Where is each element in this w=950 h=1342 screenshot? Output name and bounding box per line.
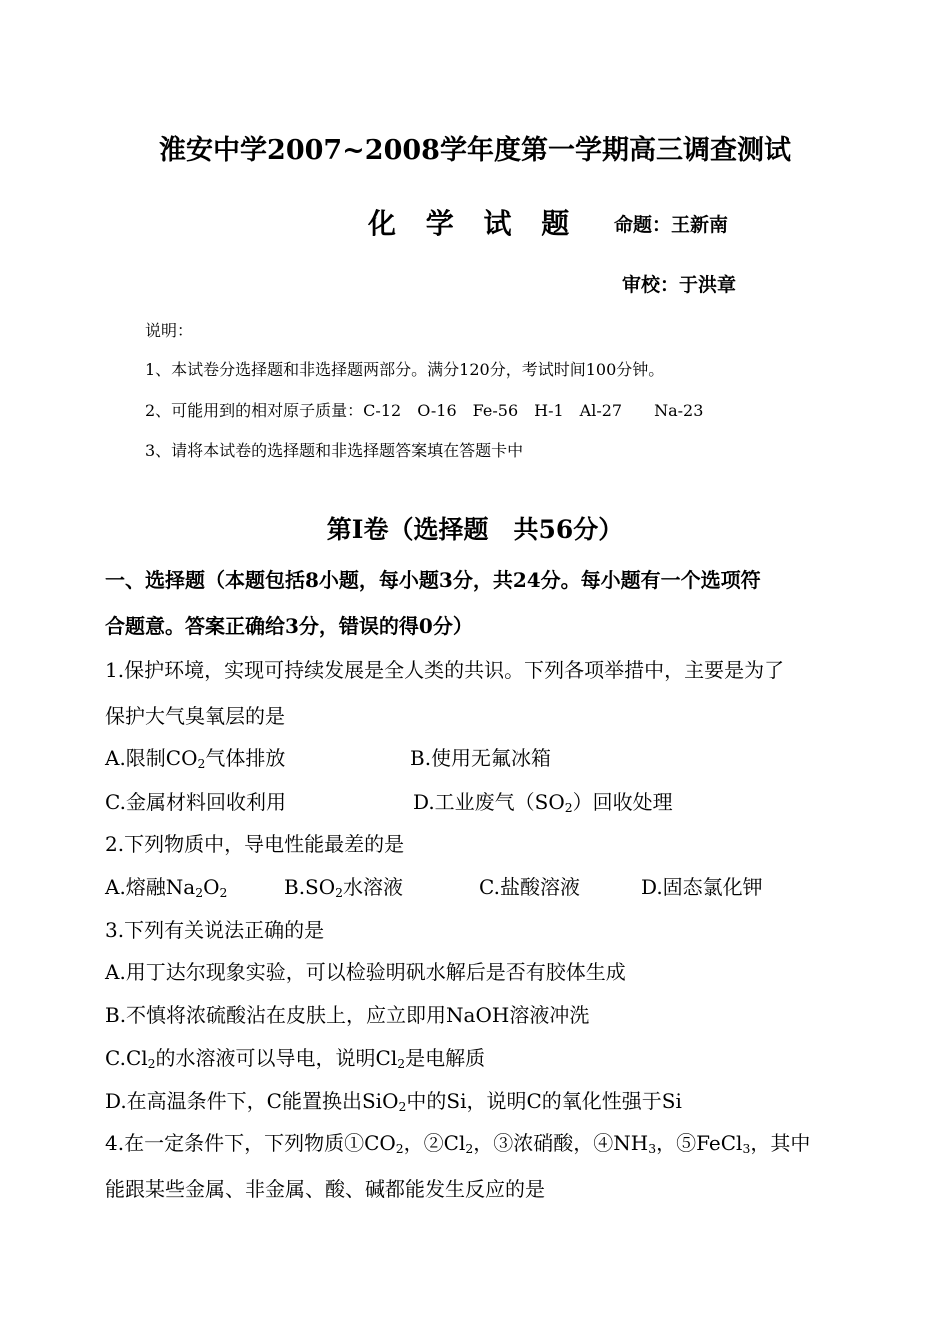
author-label: 命题：王新南: [614, 214, 729, 236]
section-instructions-line1: 一、选择题（本题包括8小题，每小题3分，共24分。每小题有一个选项符: [105, 568, 761, 592]
q3-option-b: B.不慎将浓硫酸沾在皮肤上，应立即用NaOH溶液冲洗: [105, 1003, 590, 1027]
q3-stem: 3.下列有关说法正确的是: [105, 918, 325, 942]
q3-option-a: A.用丁达尔现象实验，可以检验明矾水解后是否有胶体生成: [105, 960, 626, 984]
subject-title: 化 学 试 题: [368, 207, 580, 240]
q2-stem: 2.下列物质中，导电性能最差的是: [105, 832, 405, 856]
q2-option-d: D.固态氯化钾: [641, 875, 763, 899]
q1-option-a: A.限制$CO_2$气体排放: [105, 746, 286, 772]
q3-option-d: D.在高温条件下，C能置换出SiO$_2$中的Si，说明C的氧化性强于Si: [105, 1089, 682, 1115]
q1-stem-line1: 1.保护环境，实现可持续发展是全人类的共识。下列各项举措中，主要是为了: [105, 658, 785, 682]
notes-heading: 说明：: [145, 321, 194, 340]
note-item-1: 1、本试卷分选择题和非选择题两部分。满分120分，考试时间100分钟。: [145, 360, 665, 379]
section-instructions-line2: 合题意。答案正确给3分，错误的得0分）: [105, 614, 473, 638]
q1-option-d: D.工业废气$(SO_2)$回收处理: [413, 790, 673, 816]
q3-option-c: $C.Cl_2$的水溶液可以导电，说明$Cl_2$是电解质: [105, 1046, 486, 1072]
q1-option-c: C.金属材料回收利用: [105, 790, 286, 814]
q4-stem-line1: 4.在一定条件下，下列物质$①CO_2$，$②Cl_2$，③浓硝酸，$④NH_3$，⑤FeCl$_3$，其中: [105, 1131, 811, 1157]
q4-stem-line2: 能跟某些金属、非金属、酸、碱都能发生反应的是: [105, 1177, 545, 1201]
q1-option-b: B.使用无氟冰箱: [410, 746, 552, 770]
q2-option-c: C.盐酸溶液: [479, 875, 580, 899]
note-item-2: 2、可能用到的相对原子质量：C-12 O-16 Fe-56 H-1 Al-27 Na-23: [145, 401, 704, 420]
note-item-3: 3、请将本试卷的选择题和非选择题答案填在答题卡中: [145, 441, 524, 460]
part1-title: 第Ⅰ卷（选择题 共56分）: [326, 515, 624, 544]
reviewer-label: 审校：于洪章: [622, 274, 737, 296]
q2-option-a: A.熔融$Na_2O_2$: [105, 875, 228, 901]
q2-option-b: $B.SO_2$水溶液: [284, 875, 404, 901]
exam-title: 淮安中学2007~2008学年度第一学期高三调查测试: [159, 135, 791, 166]
q1-stem-line2: 保护大气臭氧层的是: [105, 704, 285, 728]
